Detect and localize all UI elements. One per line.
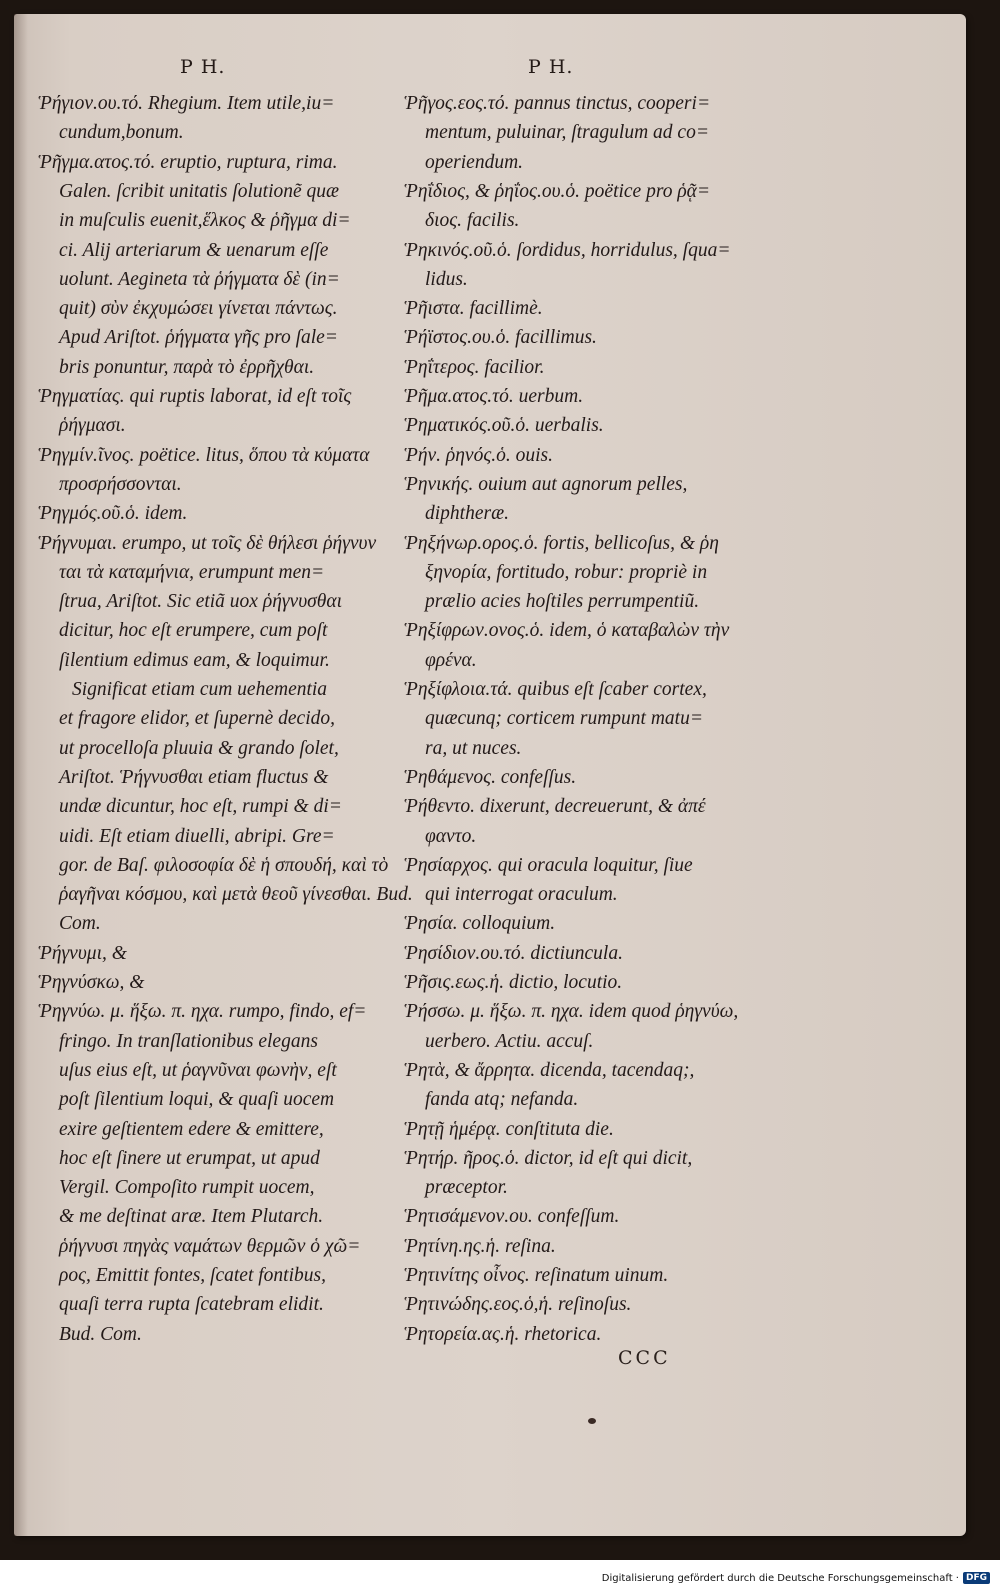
text-line: Ῥήσσω. μ. ἥξω. π. ηχα. idem quod ῥηγνύω, xyxy=(404,1001,739,1023)
text-line: Ῥηξίφλοια.τά. quibus eſt ſcaber cortex, xyxy=(404,679,707,700)
text-line: Galen. ſcribit unitatis ſolutionẽ quæ xyxy=(59,180,340,202)
text-line: Bud. Com. xyxy=(59,1323,142,1345)
text-line: Ῥητήρ. ῆρος.ὁ. dictor, id eſt qui dicit, xyxy=(404,1147,693,1169)
text-line: gor. de Baſ. φιλοσοφία δὲ ἡ σπουδή, καὶ τὸ xyxy=(59,854,389,876)
text-line: ῥαγῆναι κόσμου, καὶ μετὰ θεοῦ γίνεσθαι. Bud. xyxy=(59,884,413,906)
page-gutter-shadow xyxy=(14,14,28,1536)
text-line: φαντο. xyxy=(425,825,477,847)
text-line: quit) σὺν ἐκχυμώσει γίνεται πάντως. xyxy=(59,298,338,320)
text-line: præceptor. xyxy=(425,1177,508,1199)
text-line: Ῥηματικός.οῦ.ὁ. uerbalis. xyxy=(404,415,604,437)
text-line: Ῥητορεία.ας.ἡ. rhetorica. xyxy=(404,1323,602,1345)
text-line: Ῥηγμός.οῦ.ὁ. idem. xyxy=(38,503,188,525)
text-line: Ῥηθάμενος. confeſſus. xyxy=(404,766,577,788)
text-line: ſtrua, Ariſtot. Sic etiã uox ῥήγνυσθαι xyxy=(59,591,343,613)
text-line: Com. xyxy=(59,913,101,935)
text-line: poſt ſilentium loqui, & quaſi uocem xyxy=(59,1089,335,1111)
text-line: fringo. In tranſlationibus elegans xyxy=(59,1030,318,1052)
text-line: Ῥηνικής. ouium aut agnorum pelles, xyxy=(404,473,688,495)
text-line: uidi. Eſt etiam diuelli, abripi. Gre= xyxy=(59,825,335,847)
text-line: Vergil. Compoſito rumpit uocem, xyxy=(59,1177,315,1199)
text-line: Ῥητισάμενον.ου. confeſſum. xyxy=(404,1206,620,1228)
text-line: ſilentium edimus eam, & loquimur. xyxy=(59,649,330,671)
text-line: quaſi terra rupta ſcatebram elidit. xyxy=(59,1294,324,1316)
text-line: Ῥηξίφρων.ονος.ὁ. idem, ὁ καταβαλὼν τὴν xyxy=(404,620,730,642)
text-line: undæ dicuntur, hoc eſt, rumpi & di= xyxy=(59,796,342,818)
text-line: ci. Alij arteriarum & uenarum eſſe xyxy=(59,239,329,261)
digitization-footer xyxy=(602,1572,990,1584)
text-line: hoc eſt ſinere ut erumpat, ut apud xyxy=(59,1147,320,1169)
text-line: Ῥῆγος.εος.τό. pannus tinctus, cooperi= xyxy=(404,93,711,114)
text-line: διος. facilis. xyxy=(425,210,520,232)
text-line: Ῥηξήνωρ.ορος.ὁ. fortis, bellicoſus, & ῥη xyxy=(404,532,719,554)
text-line: lidus. xyxy=(425,268,468,290)
text-line: bris ponuntur, παρὰ τὸ ἐρρῆχθαι. xyxy=(59,356,315,378)
text-line: Ῥηγμίν.ῖνος. poëtice. litus, ὅπου τὰ κύματα xyxy=(38,444,370,466)
text-line: Ῥηγνύω. μ. ἥξω. π. ηχα. rumpo, findo, ef= xyxy=(38,1001,367,1023)
text-line: Ῥῆιστα. facillimè. xyxy=(404,298,543,320)
running-head-right: P H. xyxy=(528,56,574,78)
text-line: Ῥῆγμα.ατος.τό. eruptio, ruptura, rima. xyxy=(38,151,338,173)
text-line: Ῥηγνύσκω, & xyxy=(38,972,145,993)
text-line: qui interrogat oraculum. xyxy=(425,884,618,906)
text-line: uerbero. Actiu. accuſ. xyxy=(425,1030,594,1052)
text-line: Ῥησίδιον.ου.τό. dictiuncula. xyxy=(404,942,623,964)
text-line: Ῥήϊστος.ου.ὁ. facillimus. xyxy=(404,327,597,349)
text-line: Ῥησίαρχος. qui oracula loquitur, ſiue xyxy=(404,854,693,876)
text-line: Ῥητίνη.ης.ἡ. reſina. xyxy=(404,1235,556,1257)
text-line: Apud Ariſtot. ῥήγματα γῆς pro ſale= xyxy=(59,327,338,349)
text-line: uolunt. Aegineta τὰ ῥήγματα δὲ (in= xyxy=(59,268,340,290)
text-line: Ῥηΐδιος, & ῥηΐος.ου.ὁ. poëtice pro ῥᾷ= xyxy=(404,180,711,202)
text-line: cundum,bonum. xyxy=(59,122,184,144)
text-line: prælio acies hoſtiles perrumpentiũ. xyxy=(425,591,700,613)
text-line: Ῥήγνυμαι. erumpo, ut τοῖς δὲ θήλεσι ῥήγνυν xyxy=(38,532,377,554)
text-line: φρένα. xyxy=(425,649,477,671)
text-line: Ῥητινώδης.εος.ὁ,ἡ. reſinoſus. xyxy=(404,1294,632,1316)
text-line: mentum, puluinar, ſtragulum ad co= xyxy=(425,122,709,144)
text-line: Ῥητὰ, & ἄρρητα. dicenda, tacendaq;, xyxy=(404,1059,695,1081)
text-line: ξηνορία, fortitudo, robur: propriè in xyxy=(425,561,708,583)
text-line: exire geſtientem edere & emittere, xyxy=(59,1118,324,1140)
text-line: ται τὰ καταμήνια, erumpunt men= xyxy=(59,561,325,583)
text-line: & me deſtinat aræ. Item Plutarch. xyxy=(59,1206,324,1228)
footer-text: Digitalisierung gefördert durch die Deutsche Forschungsgemeinschaft · xyxy=(601,1572,959,1584)
text-line: Ῥήγιον.ου.τό. Rhegium. Item utile,iu= xyxy=(38,93,335,114)
text-line: Ῥησία. colloquium. xyxy=(404,913,556,935)
text-line: ra, ut nuces. xyxy=(425,737,522,759)
text-line: Ῥῆσις.εως.ἡ. dictio, locutio. xyxy=(404,972,623,993)
text-line: in muſculis euenit,ἕλκος & ῥῆγμα di= xyxy=(59,210,351,232)
text-line: fanda atq; nefanda. xyxy=(425,1089,579,1111)
text-line: quæcunq; corticem rumpunt matu= xyxy=(425,708,703,730)
text-line: operiendum. xyxy=(425,151,524,173)
text-line: et fragore elidor, et ſupernè decido, xyxy=(59,708,336,730)
text-line: ῥήγνυσι πηγὰς ναμάτων θερμῶν ὁ χῶ= xyxy=(59,1235,361,1257)
text-line: ῥήγμασι. xyxy=(59,415,126,437)
text-line: Ῥητῇ ἡμέρᾳ. conſtituta die. xyxy=(404,1118,614,1140)
text-line: Ῥηγματίας. qui ruptis laborat, id eſt τοῖς xyxy=(38,386,352,407)
text-line: Ῥήθεντο. dixerunt, decreuerunt, & ἀπέ xyxy=(404,796,706,818)
text-line: uſus eius eſt, ut ῥαγνῦναι φωνὴν, eſt xyxy=(59,1059,337,1081)
text-line: Ῥήν. ῥηνός.ὁ. ouis. xyxy=(404,444,554,466)
text-line: Ῥηκινός.οῦ.ὁ. ſordidus, horridulus, ſqua= xyxy=(404,239,731,261)
text-line: dicitur, hoc eſt erumpere, cum poſt xyxy=(59,620,328,642)
text-line: ut procelloſa pluuia & grando ſolet, xyxy=(59,737,339,759)
text-line: diphtheræ. xyxy=(425,503,509,525)
text-line: Ῥηΐτερος. facilior. xyxy=(404,356,545,378)
text-line: Ariſtot. Ῥήγνυσθαι etiam fluctus & xyxy=(59,766,329,788)
text-line: Significat etiam cum uehementia xyxy=(72,679,328,700)
text-line: Ῥητινίτης οἶνος. reſinatum uinum. xyxy=(404,1265,669,1286)
signature-mark: CCC xyxy=(618,1347,671,1369)
text-line: προσρήσσονται. xyxy=(59,473,182,495)
running-head-left: P H. xyxy=(180,56,226,78)
dfg-logo: DFG xyxy=(963,1572,990,1584)
text-line: Ῥῆμα.ατος.τό. uerbum. xyxy=(404,386,584,407)
text-line: ρος, Emittit fontes, ſcatet fontibus, xyxy=(59,1265,326,1286)
text-line: Ῥήγνυμι, & xyxy=(38,942,127,964)
ink-spot xyxy=(588,1418,596,1424)
